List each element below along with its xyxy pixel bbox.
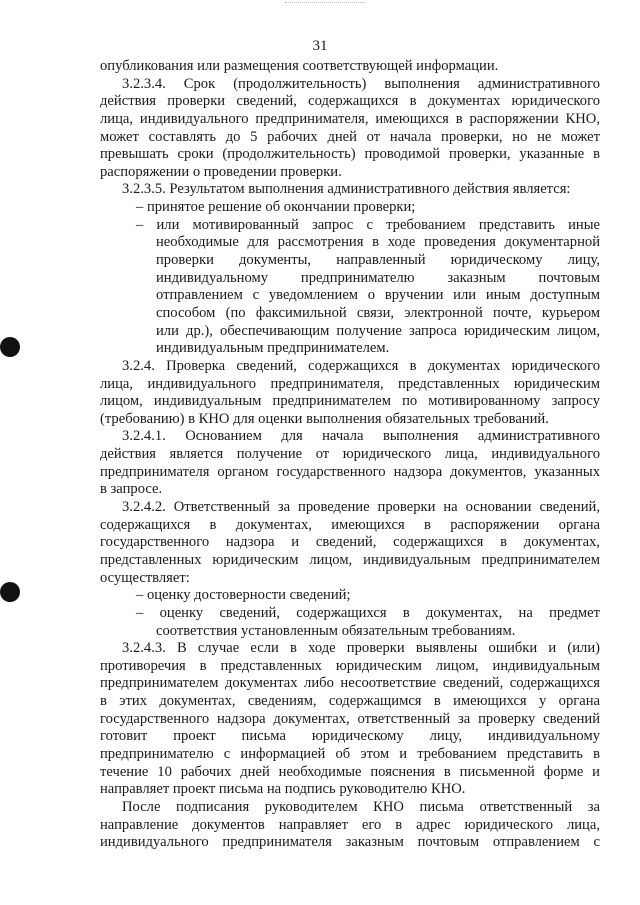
list-item: – или мотивированный запрос с требованием представить иные	[136, 216, 600, 233]
text-line: проверки документы, направленный юридическому лицу,	[156, 252, 600, 269]
text-line: государственного надзора и сведений, содержащихся в документах,	[100, 534, 600, 551]
text-line: лица, индивидуального предпринимателя, имеющихся в распоряжении КНО,	[100, 110, 600, 127]
text-line: индивидуального предпринимателя заказным почтовым отправлением с	[100, 834, 600, 851]
text-line: готовит проект письма юридическому лицу, индивидуальному	[100, 728, 600, 745]
text-line: После подписания руководителем КНО письма ответственный за	[122, 798, 600, 815]
scan-artifact	[285, 2, 365, 7]
text-line: предпринимателем документах либо несоответствие сведений, содержащихся	[100, 675, 600, 692]
text-line: способом (по факсимильной связи, электронной почте, курьером	[156, 304, 600, 321]
text-line: может составлять до 5 рабочих дней от начала проверки, но не может	[100, 128, 600, 145]
text-line: в этих документах, сведениям, содержащимся в имеющихся у органа	[100, 693, 600, 710]
text-line: лицом, индивидуальным предпринимателем по мотивированному запросу	[100, 393, 600, 410]
list-item: – принятое решение об окончании проверки;	[136, 199, 416, 216]
text-line: содержащихся в документах, имеющихся в распоряжении органа	[100, 516, 600, 533]
text-line: соответствия установленным обязательным требованиям.	[156, 622, 516, 639]
text-line: в запросе.	[100, 481, 163, 498]
text-line: течение 10 рабочих дней необходимые пояснения в письменной форме и	[100, 763, 600, 780]
text-line: действия проверки сведений, содержащихся в документах юридического	[100, 93, 600, 110]
text-line: осуществляет:	[100, 569, 190, 586]
text-line: необходимые для рассмотрения в ходе проведения документарной	[156, 234, 600, 251]
text-line: или др.), обеспечивающим получение запроса юридическим лицом,	[156, 322, 600, 339]
text-line: 3.2.4.3. В случае если в ходе проверки выявлены ошибки и (или)	[122, 640, 600, 657]
text-line: 3.2.4.1. Основанием для начала выполнения административного	[122, 428, 600, 445]
punch-hole-mark	[0, 582, 20, 602]
text-line: 3.2.4. Проверка сведений, содержащихся в документах юридического	[122, 357, 600, 374]
list-item: – оценку сведений, содержащихся в документах, на предмет	[136, 604, 600, 621]
punch-hole-mark	[0, 337, 20, 357]
text-line: направляет проект письма на подпись руководителю КНО.	[100, 781, 466, 798]
document-body-text	[100, 58, 600, 852]
text-line: лица, индивидуального предпринимателя, представленных юридическим	[100, 375, 600, 392]
text-line: превышать сроки (продолжительность) проводимой проверки, указанные в	[100, 146, 600, 163]
text-line: опубликования или размещения соответствующей информации.	[100, 58, 499, 74]
list-item: – оценку достоверности сведений;	[136, 587, 351, 604]
text-line: государственного надзора документах, ответственный за проверку сведений	[100, 710, 600, 727]
text-line: (требованию) в КНО для оценки выполнения обязательных требований.	[100, 410, 549, 427]
text-line: отправлением с уведомлением о вручении или иным доступным	[156, 287, 600, 304]
text-line: действия является получение от юридического лица, индивидуального	[100, 446, 600, 463]
text-line: 3.2.4.2. Ответственный за проведение проверки на основании сведений,	[122, 499, 600, 516]
text-line: противоречия в представленных юридическим лицом, индивидуальным	[100, 657, 600, 674]
text-line: индивидуальному предпринимателю заказным почтовым	[156, 269, 600, 286]
text-line: предпринимателя органом государственного надзора документов, указанных	[100, 463, 600, 480]
text-line: распоряжении о проведении проверки.	[100, 163, 342, 180]
text-line: 3.2.3.4. Срок (продолжительность) выполнения административного	[122, 75, 600, 92]
text-line: 3.2.3.5. Результатом выполнения административного действия является:	[122, 181, 571, 198]
text-line: направление документов направляет его в адрес юридического лица,	[100, 816, 600, 833]
page-number: 31	[312, 38, 328, 54]
text-line: представленных юридическим лицом, индивидуальным предпринимателем	[100, 551, 600, 568]
text-line: предпринимателю с информацией об этом и требованием представить в	[100, 745, 600, 762]
text-line: индивидуальным предпринимателем.	[156, 340, 390, 357]
